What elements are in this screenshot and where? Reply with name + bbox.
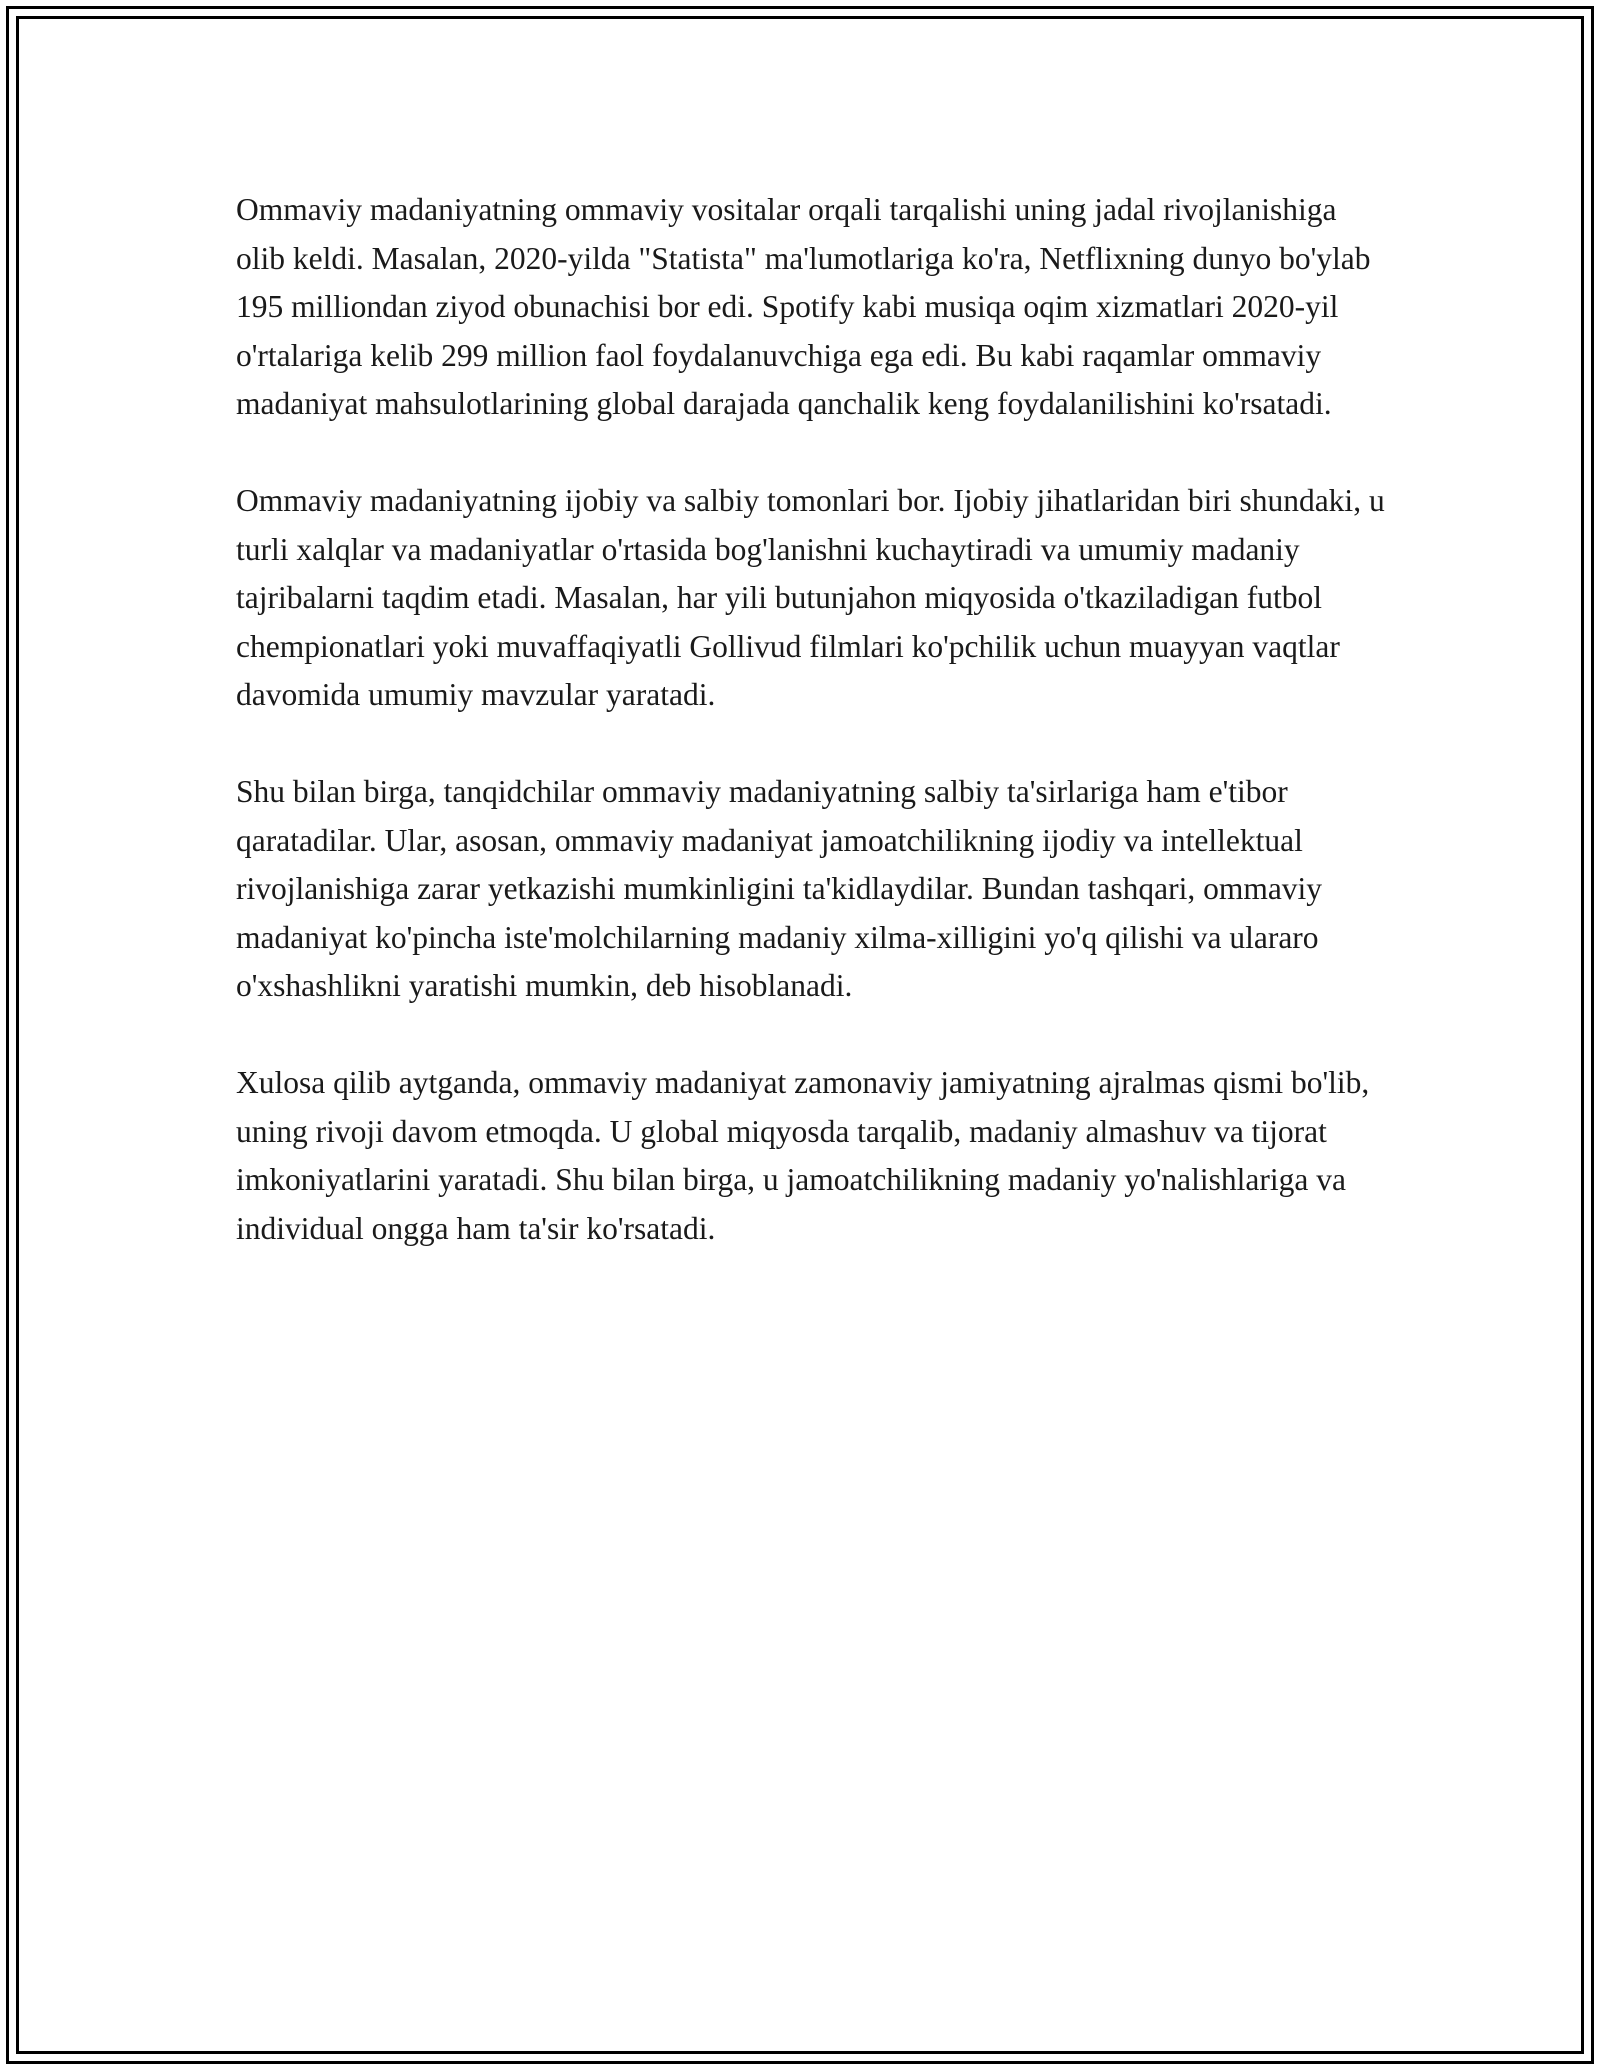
paragraph-1: Ommaviy madaniyatning ommaviy vositalar orqali tarqalishi uning jadal rivojlanishiga olib keldi. Masalan, 2020-yilda "Statista" ma'lumotlariga ko'ra, Netflixning dunyo bo'ylab 195 milliondan ziyod obunachisi bor edi. Spotify kabi musiqa oqim xizmatlari 2020-yil o'rtalariga kelib 299 million faol foydalanuvchiga ega edi. Bu kabi raqamlar ommaviy madaniyat mahsulotlarining global darajada qanchalik keng foydalanilishini ko'rsatadi. [236,192,1371,421]
paragraph-2: Ommaviy madaniyatning ijobiy va salbiy tomonlari bor. Ijobiy jihatlaridan biri shundaki, u turli xalqlar va madaniyatlar o'rtasida bog'lanishni kuchaytiradi va umumiy madaniy tajribalarni taqdim etadi. Masalan, har yili butunjahon miqyosida o'tkaziladigan futbol chempionatlari yoki muvaffaqiyatli Gollivud filmlari ko'pchilik uchun muayyan vaqtlar davomida umumiy mavzular yaratadi. [236,483,1385,712]
document-body [236,186,1386,1253]
paragraph-3: Shu bilan birga, tanqidchilar ommaviy madaniyatning salbiy ta'sirlariga ham e'tibor qaratadilar. Ular, asosan, ommaviy madaniyat jamoatchilikning ijodiy va intellektual rivojlanishiga zarar yetkazishi mumkinligini ta'kidlaydilar. Bundan tashqari, ommaviy madaniyat ko'pincha iste'molchilarning madaniy xilma-xilligini yo'q qilishi va ulararo o'xshashlikni yaratishi mumkin, deb hisoblanadi. [236,774,1323,1003]
paragraph-4: Xulosa qilib aytganda, ommaviy madaniyat zamonaviy jamiyatning ajralmas qismi bo'lib, uning rivoji davom etmoqda. U global miqyosda tarqalib, madaniy almashuv va tijorat imkoniyatlarini yaratadi. Shu bilan birga, u jamoatchilikning madaniy yo'nalishlariga va individual ongga ham ta'sir ko'rsatadi. [236,1065,1370,1246]
